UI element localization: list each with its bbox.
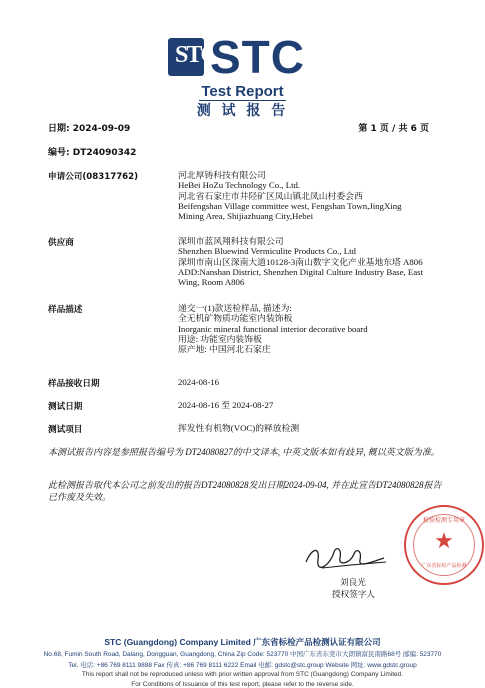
seal-text: 检验检测专用章 <box>422 517 465 524</box>
sample-line: 原产地: 中国河北石家庄 <box>178 344 271 355</box>
sample-line: Inorganic mineral functional interior decorative board <box>178 323 368 334</box>
footer-contact: Tel. 电话: +86 769 8111 9888 Fax 传真: +86 769 8111 6222 Email 电邮: gdstc@stc.group Website 网址: www.gdstc.group <box>68 662 417 669</box>
sample-value <box>178 303 478 354</box>
logo-text: STC <box>210 31 305 83</box>
signatory-name: 刘良光 <box>340 578 366 588</box>
test-item-value: 挥发性有机物(VOC)的释放检测 <box>178 423 300 433</box>
signatory-title: 授权签字人 <box>332 590 375 600</box>
logo-mark-text: STC <box>175 42 216 68</box>
supplier-line: 深圳市南山区深南大道10128-3南山数字文化产业基地东塔 A806 <box>178 256 423 267</box>
received-value: 2024-08-16 <box>178 377 220 387</box>
applicant-line: HeBei HoZu Technology Co., Ltd. <box>178 180 301 191</box>
report-date: 日期: 2024-09-09 <box>48 124 131 134</box>
translation-note: 本测试报告内容是参照报告编号为 DT24080827的中文译本, 中英文版本如有歧异, 概以英文版为准。 <box>48 447 440 457</box>
applicant-line: Mining Area, Shijiazhuang City,Hebei <box>178 211 314 222</box>
sample-line: 递交一(1)款送检样品, 描述为: <box>178 303 292 313</box>
applicant-value <box>178 170 478 221</box>
footer-company: STC (Guangdong) Company Limited 广东省标检产品检测认证有限公司 <box>104 637 381 647</box>
official-seal <box>404 505 484 585</box>
supplier-label: 供应商 <box>48 238 74 248</box>
report-number: 编号: DT24090342 <box>48 148 137 158</box>
test-date-value: 2024-08-16 至 2024-08-27 <box>178 400 274 410</box>
footer-disclaimer: This report shall not be reproduced unless with prior written approval from STC (Guangdong) Company Limited. <box>81 671 404 678</box>
applicant-line: 河北厚铸科技有限公司 <box>178 170 266 180</box>
applicant-label: 申请公司(08317762) <box>48 172 139 182</box>
logo-mark <box>168 38 216 76</box>
supplier-line: 深圳市蓝风翔科技有限公司 <box>178 236 284 246</box>
supplier-line: ADD:Nanshan District, Shenzhen Digital Culture Industry Base, East <box>178 266 424 277</box>
footer-disclaimer-2: For Conditions of Issuance of this test report, please refer to the reverse side. <box>131 681 354 688</box>
sample-line: 全无机矿物质功能室内装饰板 <box>178 313 293 324</box>
seal-subtext: 广东省标检产品检测 <box>421 563 467 569</box>
report-title-cn: 测 试 报 告 <box>196 103 289 119</box>
page-indicator: 第 1 页 / 共 6 页 <box>358 124 429 134</box>
supplier-value <box>178 236 478 287</box>
test-item-label: 测试项目 <box>48 425 83 435</box>
test-date-label: 测试日期 <box>48 402 83 412</box>
sample-line: 用途: 功能室内装饰板 <box>178 333 262 344</box>
star-icon: ★ <box>434 529 454 554</box>
sample-label: 样品描述 <box>48 305 83 315</box>
report-title-en-text: Test Report <box>201 83 284 100</box>
supplier-line: Shenzhen Bluewind Vermiculite Products Co., Ltd <box>178 246 356 257</box>
received-label: 样品接收日期 <box>48 379 100 389</box>
handwritten-signature <box>300 538 390 572</box>
applicant-line: 河北省石家庄市井陉矿区凤山镇北凤山村委会西 <box>178 190 363 201</box>
supersede-note: 此检测报告取代本公司之前发出的报告DT24080828发出日期2024-09-04, 并在此宣告DT24080828报告已作废及失效。 <box>48 480 442 502</box>
stc-logo <box>168 31 318 86</box>
supplier-line: Wing, Room A806 <box>178 277 245 288</box>
footer-address: No.68, Fumin South Road, Dalang, Dongguan, Guangdong, China Zip Code: 523770 中国广东省东莞市大朗镇富民南路68号 邮编: 523770 <box>43 651 442 658</box>
applicant-line: Beifengshan Village committee west, Fengshan Town,JingXing <box>178 200 402 211</box>
report-title-en <box>0 83 485 100</box>
